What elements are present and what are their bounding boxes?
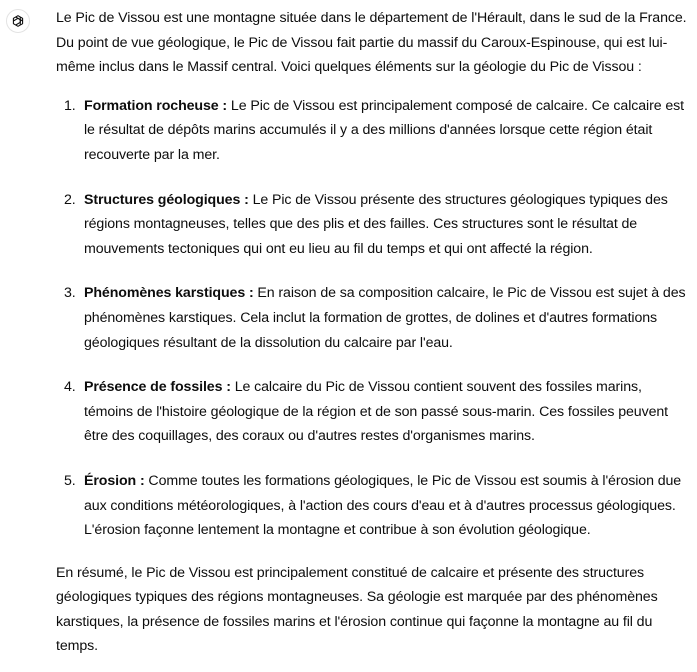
list-number: 4.: [64, 379, 76, 396]
intro-paragraph: Le Pic de Vissou est une montagne située dans le département de l'Hérault, dans le sud de la France. Du point de vue géologique, le Pic de Vissou fait partie du massif du Caroux-Espinouse, qui est lui-même inclus dans le Massif central. Voici quelques éléments sur la géologie du Pic de Vissou :: [56, 10, 687, 76]
list-text: Le Pic de Vissou est principalement composé de calcaire. Ce calcaire est le résultat de dépôts marins accumulés il y a des millions d'années lorsque cette région était recouverte par la mer.: [84, 97, 684, 163]
list-item: [56, 469, 692, 543]
list-text: Le calcaire du Pic de Vissou contient souvent des fossiles marins, témoins de l'histoire géologique de la région et de son passé sous-marin. Ces fossiles peuvent être des coquillages, des coraux ou d'autres restes d'organismes marins.: [84, 379, 669, 445]
list-number: 2.: [64, 191, 76, 208]
list-item: [56, 281, 692, 355]
conclusion-paragraph: En résumé, le Pic de Vissou est principalement constitué de calcaire et présente des structures géologiques typiques des régions montagneuses. Sa géologie est marquée par des phénomènes karstiques, la présence de fossiles marins et l'érosion continue qui façonne la montagne au fil du temps.: [56, 564, 658, 655]
assistant-avatar: [6, 9, 30, 33]
list-item: [56, 375, 692, 449]
list-number: 5.: [64, 472, 76, 489]
list-term: Présence de fossiles :: [84, 379, 231, 396]
message-content: [56, 6, 692, 659]
list-term: Érosion :: [84, 472, 145, 489]
list-item: [56, 188, 692, 262]
list-item: [56, 94, 692, 168]
list-term: Phénomènes karstiques :: [84, 285, 254, 302]
list-term: Structures géologiques :: [84, 191, 249, 208]
list-number: 1.: [64, 97, 76, 114]
geology-list: [56, 94, 692, 543]
list-number: 3.: [64, 285, 76, 302]
list-text: Le Pic de Vissou présente des structures géologiques typiques des régions montagneuses, telles que des plis et des failles. Ces structures sont le résultat de mouvements tectoniques qui ont eu lieu au fil du temps et qui ont affecté la région.: [84, 191, 668, 257]
list-text: En raison de sa composition calcaire, le Pic de Vissou est sujet à des phénomènes karstiques. Cela inclut la formation de grottes, de dolines et d'autres formations géologiques résultant de la dissolution du calcaire par l'eau.: [84, 285, 686, 351]
openai-logo-icon: [10, 13, 26, 29]
list-term: Formation rocheuse :: [84, 97, 228, 114]
list-text: Comme toutes les formations géologiques, le Pic de Vissou est soumis à l'érosion due aux conditions météorologiques, à l'action des cours d'eau et à d'autres processus géologiques. L'érosion façonne lentement la montagne et contribue à son évolution géologique.: [84, 472, 682, 539]
